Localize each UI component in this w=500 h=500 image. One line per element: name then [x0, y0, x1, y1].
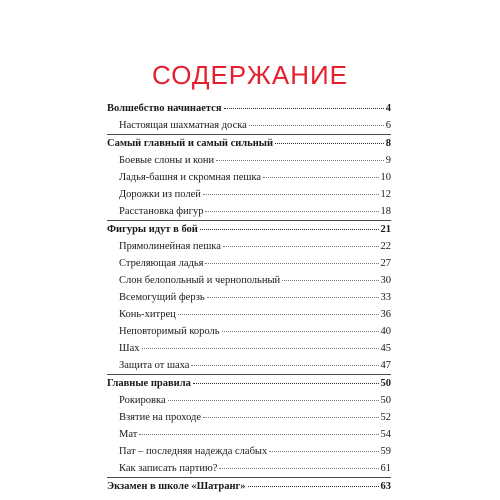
toc-entry-title: Ладья-башня и скромная пешка	[119, 172, 262, 183]
toc-entry-title: Защита от шаха	[119, 360, 190, 371]
toc-entry-page: 18	[380, 206, 391, 217]
dot-leader	[275, 140, 384, 144]
toc-entry-title: Шах	[119, 343, 140, 354]
dot-leader	[263, 174, 378, 178]
toc-item-row	[107, 426, 391, 443]
toc-chapter-row	[107, 100, 391, 117]
toc-entry-title: Расстановка фигур	[119, 206, 204, 217]
toc-entry-page: 50	[380, 378, 391, 389]
toc-chapter-row	[107, 134, 391, 152]
toc-entry-title: Главные правила	[107, 378, 191, 389]
dot-leader	[178, 311, 379, 315]
toc-entry-title: Волшебство начинается	[107, 103, 222, 114]
toc-entry-title: Самый главный и самый сильный	[107, 138, 274, 149]
dot-leader	[223, 243, 379, 247]
toc-entry-title: Экзамен в школе «Шатранг»	[107, 481, 246, 492]
toc-item-row	[107, 238, 391, 255]
toc-entry-title: Слон белопольный и чернопольный	[119, 275, 281, 286]
dot-leader	[207, 294, 379, 298]
toc-item-row	[107, 357, 391, 374]
toc-entry-page: 33	[380, 292, 391, 303]
toc-entry-page: 63	[380, 481, 391, 492]
toc-entry-page: 10	[380, 172, 391, 183]
dot-leader	[203, 191, 379, 195]
dot-leader	[203, 414, 378, 418]
toc-entry-page: 12	[380, 189, 391, 200]
toc-list	[107, 100, 391, 495]
toc-entry-title: Фигуры идут в бой	[107, 224, 198, 235]
dot-leader	[216, 157, 384, 161]
toc-chapter-row	[107, 220, 391, 238]
toc-item-row	[107, 186, 391, 203]
toc-item-row	[107, 272, 391, 289]
dot-leader	[205, 208, 378, 212]
toc-entry-title: Боевые слоны и кони	[119, 155, 215, 166]
toc-entry-title: Взятие на проходе	[119, 412, 202, 423]
dot-leader	[168, 397, 379, 401]
toc-item-row	[107, 255, 391, 272]
toc-entry-page: 59	[380, 446, 391, 457]
toc-entry-page: 6	[385, 120, 391, 131]
toc-entry-page: 54	[380, 429, 391, 440]
toc-entry-page: 22	[380, 241, 391, 252]
dot-leader	[222, 328, 379, 332]
toc-entry-title: Мат	[119, 429, 138, 440]
toc-entry-title: Конь-хитрец	[119, 309, 176, 320]
toc-item-row	[107, 392, 391, 409]
toc-entry-title: Неповторимый король	[119, 326, 220, 337]
toc-title: СОДЕРЖАНИЕ	[151, 60, 348, 90]
toc-chapter-row	[107, 477, 391, 495]
dot-leader	[282, 277, 378, 281]
toc-entry-page: 50	[380, 395, 391, 406]
dot-leader	[205, 260, 378, 264]
dot-leader	[249, 122, 384, 126]
dot-leader	[191, 362, 378, 366]
toc-item-row	[107, 117, 391, 134]
toc-entry-page: 4	[385, 103, 391, 114]
dot-leader	[193, 380, 379, 384]
dot-leader	[248, 483, 379, 487]
toc-entry-page: 40	[380, 326, 391, 337]
toc-item-row	[107, 289, 391, 306]
toc-entry-title: Стреляющая ладья	[119, 258, 204, 269]
dot-leader	[224, 105, 384, 109]
toc-entry-page: 36	[380, 309, 391, 320]
toc-chapter-row	[107, 374, 391, 392]
toc-entry-page: 47	[380, 360, 391, 371]
dot-leader	[200, 226, 379, 230]
toc-item-row	[107, 169, 391, 186]
toc-item-row	[107, 306, 391, 323]
toc-item-row	[107, 323, 391, 340]
toc-entry-title: Всемогущий ферзь	[119, 292, 205, 303]
toc-entry-page: 9	[385, 155, 391, 166]
toc-entry-page: 21	[380, 224, 391, 235]
toc-entry-title: Прямолинейная пешка	[119, 241, 221, 252]
toc-entry-title: Рокировка	[119, 395, 166, 406]
dot-leader	[219, 465, 378, 469]
toc-item-row	[107, 409, 391, 426]
toc-item-row	[107, 460, 391, 477]
toc-entry-page: 30	[380, 275, 391, 286]
toc-item-row	[107, 443, 391, 460]
dot-leader	[139, 431, 378, 435]
toc-entry-title: Как записать партию?	[119, 463, 218, 474]
toc-entry-page: 61	[380, 463, 391, 474]
toc-entry-page: 45	[380, 343, 391, 354]
dot-leader	[142, 345, 379, 349]
toc-entry-page: 52	[380, 412, 391, 423]
toc-entry-title: Пат – последняя надежда слабых	[119, 446, 268, 457]
toc-entry-page: 8	[385, 138, 391, 149]
toc-item-row	[107, 340, 391, 357]
toc-entry-title: Настоящая шахматная доска	[119, 120, 247, 131]
toc-item-row	[107, 203, 391, 220]
toc-item-row	[107, 152, 391, 169]
dot-leader	[269, 448, 378, 452]
toc-entry-page: 27	[380, 258, 391, 269]
toc-entry-title: Дорожки из полей	[119, 189, 201, 200]
